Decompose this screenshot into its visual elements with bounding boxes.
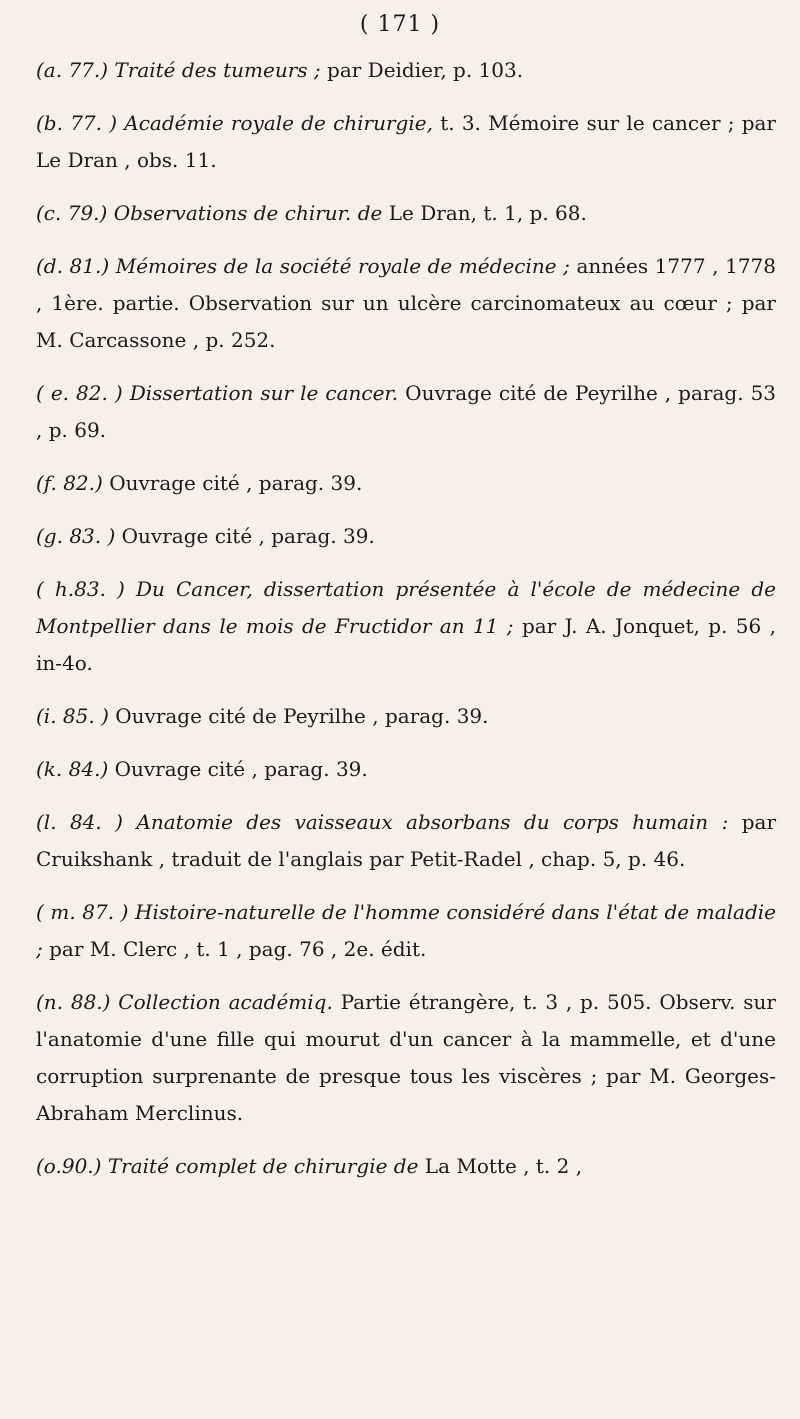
footnote-title: Mémoires de la société royale de médecine ; (115, 254, 570, 278)
footnote-mark: ( e. 82. ) (36, 381, 123, 405)
footnote-entry (36, 751, 776, 788)
footnote-title: Traité complet de chirurgie de (107, 1154, 419, 1178)
footnote-text: t. 3. Mémoire sur le cancer ; par Le Dran , obs. 11. (36, 111, 776, 172)
footnote-mark: (g. 83. ) (36, 524, 116, 548)
footnote-text: La Motte , t. 2 , (424, 1154, 583, 1178)
footnote-title: Observations de chirur. de (113, 201, 383, 225)
footnote-entry (36, 1148, 776, 1185)
footnote-entry (36, 804, 776, 878)
footnote-entry (36, 465, 776, 502)
footnote-entry (36, 105, 776, 179)
footnote-text: années 1777 , 1778 , 1ère. partie. Observation sur un ulcère carcinomateux au cœur ; par M. Carcassone , p. 252. (36, 254, 776, 352)
footnote-mark: (c. 79.) (36, 201, 108, 225)
footnote-mark: (n. 88.) (36, 990, 111, 1014)
footnote-text: Ouvrage cité , parag. 39. (109, 471, 363, 495)
page-number: ( 171 ) (359, 12, 441, 37)
footnote-text: Ouvrage cité de Peyrilhe , parag. 53 , p. 69. (36, 381, 777, 442)
footnote-title: Traité des tumeurs ; (114, 58, 321, 82)
footnote-mark: ( m. 87. ) (36, 900, 129, 924)
footnote-text: par M. Clerc , t. 1 , pag. 76 , 2e. édit. (49, 937, 427, 961)
footnote-text: Ouvrage cité , parag. 39. (114, 757, 368, 781)
footnote-text: Le Dran, t. 1, p. 68. (388, 201, 587, 225)
footnote-text: Ouvrage cité de Peyrilhe , parag. 39. (115, 704, 489, 728)
footnote-mark: (d. 81.) (36, 254, 110, 278)
footnote-title: Histoire-naturelle de l'homme considéré dans l'état de maladie ; (36, 900, 776, 961)
footnote-mark: (k. 84.) (36, 757, 109, 781)
footnote-list (36, 52, 776, 1201)
footnote-entry (36, 52, 776, 89)
footnote-entry (36, 195, 776, 232)
footnote-text: par J. A. Jonquet, p. 56 , in-4o. (36, 614, 777, 675)
footnote-text: Partie étrangère, t. 3 , p. 505. Observ. sur l'anatomie d'une fille qui mourut d'un cancer à la mammelle, et d'une corruption surprenante de presque tous les viscères ; par M. Georges-Abraham Merclinus. (36, 990, 776, 1125)
footnote-title: Collection académiq. (118, 990, 333, 1014)
footnote-title: Académie royale de chirurgie, (124, 111, 433, 135)
footnote-entry (36, 248, 776, 359)
footnote-entry (36, 571, 776, 682)
footnote-text: par Cruikshank , traduit de l'anglais par Petit-Radel , chap. 5, p. 46. (36, 810, 777, 871)
footnote-text: par Deidier, p. 103. (327, 58, 524, 82)
footnote-mark: ( h.83. ) (36, 577, 125, 601)
footnote-title: Dissertation sur le cancer. (129, 381, 399, 405)
footnote-mark: (i. 85. ) (36, 704, 109, 728)
footnote-title: Du Cancer, dissertation présentée à l'école de médecine de Montpellier dans le mois de Fructidor an 11 ; (36, 577, 776, 638)
footnote-entry (36, 375, 776, 449)
footnote-entry (36, 894, 776, 968)
footnote-mark: (l. 84. ) (36, 810, 123, 834)
footnote-entry (36, 698, 776, 735)
footnote-entry (36, 984, 776, 1132)
footnote-mark: (a. 77.) (36, 58, 109, 82)
footnote-title: Anatomie des vaisseaux absorbans du corps humain : (136, 810, 729, 834)
footnote-mark: (b. 77. ) (36, 111, 118, 135)
footnote-entry (36, 518, 776, 555)
footnote-mark: (o.90.) (36, 1154, 102, 1178)
footnote-text: Ouvrage cité , parag. 39. (121, 524, 375, 548)
footnote-mark: (f. 82.) (36, 471, 103, 495)
